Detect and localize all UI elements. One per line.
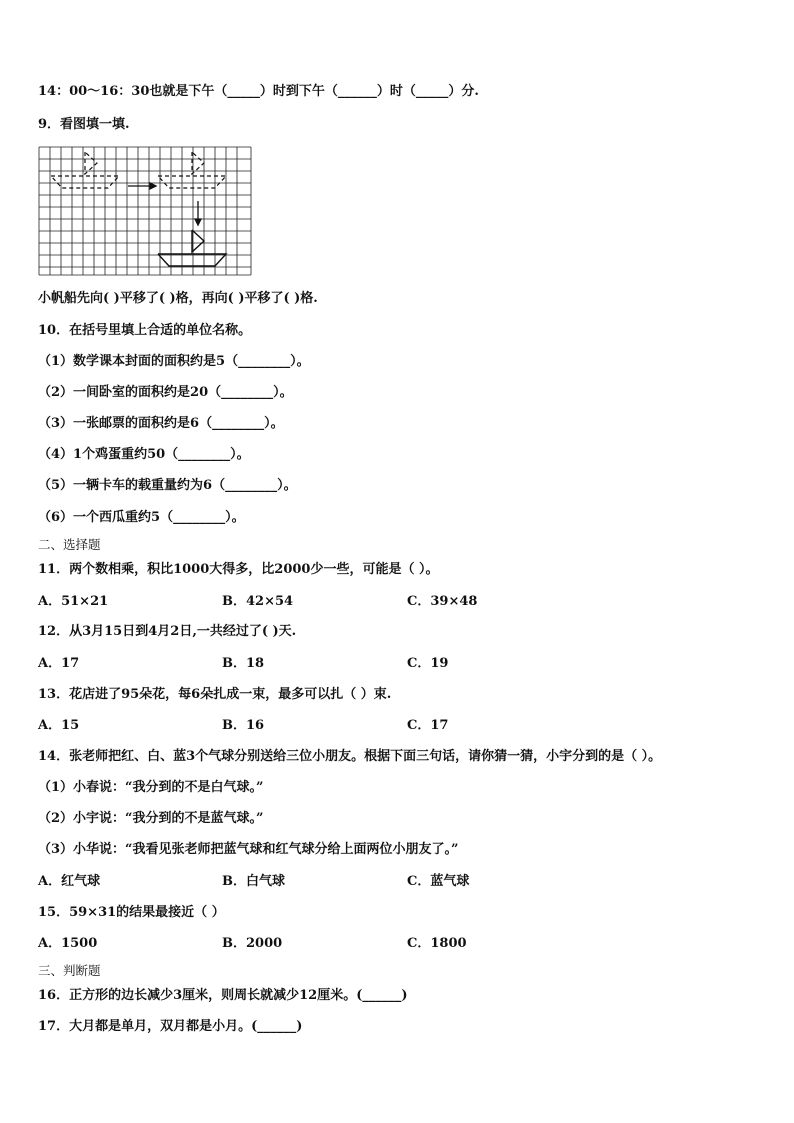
q10-item-5: （5）一辆卡车的载重量约为6（________）。 <box>38 478 297 493</box>
q13-option-a[interactable]: A．15 <box>38 718 80 733</box>
q10-item-1: （1）数学课本封面的面积约是5（________）。 <box>38 354 310 369</box>
q11-option-a[interactable]: A．51×21 <box>38 594 109 609</box>
q12-stem: 12．从3月15日到4月2日,一共经过了( )天. <box>38 624 297 639</box>
q13-stem: 13．花店进了95朵花，每6朵扎成一束，最多可以扎（ ）束. <box>38 687 392 702</box>
q12-option-a[interactable]: A．17 <box>38 656 80 671</box>
q17-stem: 17．大月都是单月，双月都是小月。(______) <box>38 1019 303 1034</box>
q15-stem: 15．59×31的结果最接近（ ） <box>38 905 225 920</box>
q9-fill-line: 小帆船先向( )平移了( )格，再向( )平移了( )格. <box>38 291 318 306</box>
q10-item-2: （2）一间卧室的面积约是20（________）。 <box>38 385 293 400</box>
section-choice-heading: 二、选择题 <box>38 537 101 552</box>
boat-final <box>158 230 226 266</box>
q16-stem: 16．正方形的边长减少3厘米，则周长就减少12厘米。(______) <box>38 988 408 1003</box>
q12-option-c[interactable]: C．19 <box>407 656 449 671</box>
q15-option-a[interactable]: A．1500 <box>38 936 98 951</box>
q14-option-a[interactable]: A．红气球 <box>38 874 101 889</box>
q14-clue-2: （2）小宇说：“我分到的不是蓝气球。” <box>38 811 264 826</box>
q14-option-b[interactable]: B．白气球 <box>222 874 285 889</box>
q14-clue-3: （3）小华说：“我看见张老师把蓝气球和红气球分给上面两位小朋友了。” <box>38 842 459 857</box>
q13-option-c[interactable]: C．17 <box>407 718 449 733</box>
q10-item-4: （4）1个鸡蛋重约50（________）。 <box>38 447 250 462</box>
q8-time-line: 14：00～16：30也就是下午（_____）时到下午（______）时（_____）分. <box>38 84 479 99</box>
q14-clue-1: （1）小春说：“我分到的不是白气球。” <box>38 780 264 795</box>
q11-option-c[interactable]: C．39×48 <box>407 594 478 609</box>
sailboat-grid-figure <box>38 146 252 276</box>
move-down-arrow <box>195 201 201 225</box>
section-judge-heading: 三、判断题 <box>38 963 101 978</box>
q11-option-b[interactable]: B．42×54 <box>222 594 294 609</box>
q9-title: 9．看图填一填. <box>38 117 130 132</box>
q15-option-c[interactable]: C．1800 <box>407 936 467 951</box>
q13-option-b[interactable]: B．16 <box>222 718 265 733</box>
q14-stem: 14．张老师把红、白、蓝3个气球分别送给三位小朋友。根据下面三句话，请你猜一猜，小宇分到的是（ ）。 <box>38 749 662 764</box>
q15-option-b[interactable]: B．2000 <box>222 936 283 951</box>
q12-option-b[interactable]: B．18 <box>222 656 265 671</box>
q10-title: 10．在括号里填上合适的单位名称。 <box>38 323 252 338</box>
q10-item-6: （6）一个西瓜重约5（________）。 <box>38 510 245 525</box>
grid-lines <box>39 147 251 275</box>
move-right-arrow <box>128 183 156 189</box>
q14-option-c[interactable]: C．蓝气球 <box>407 874 470 889</box>
q10-item-3: （3）一张邮票的面积约是6（________）。 <box>38 416 284 431</box>
q11-stem: 11．两个数相乘，积比1000大得多，比2000少一些，可能是（ ）。 <box>38 562 439 577</box>
